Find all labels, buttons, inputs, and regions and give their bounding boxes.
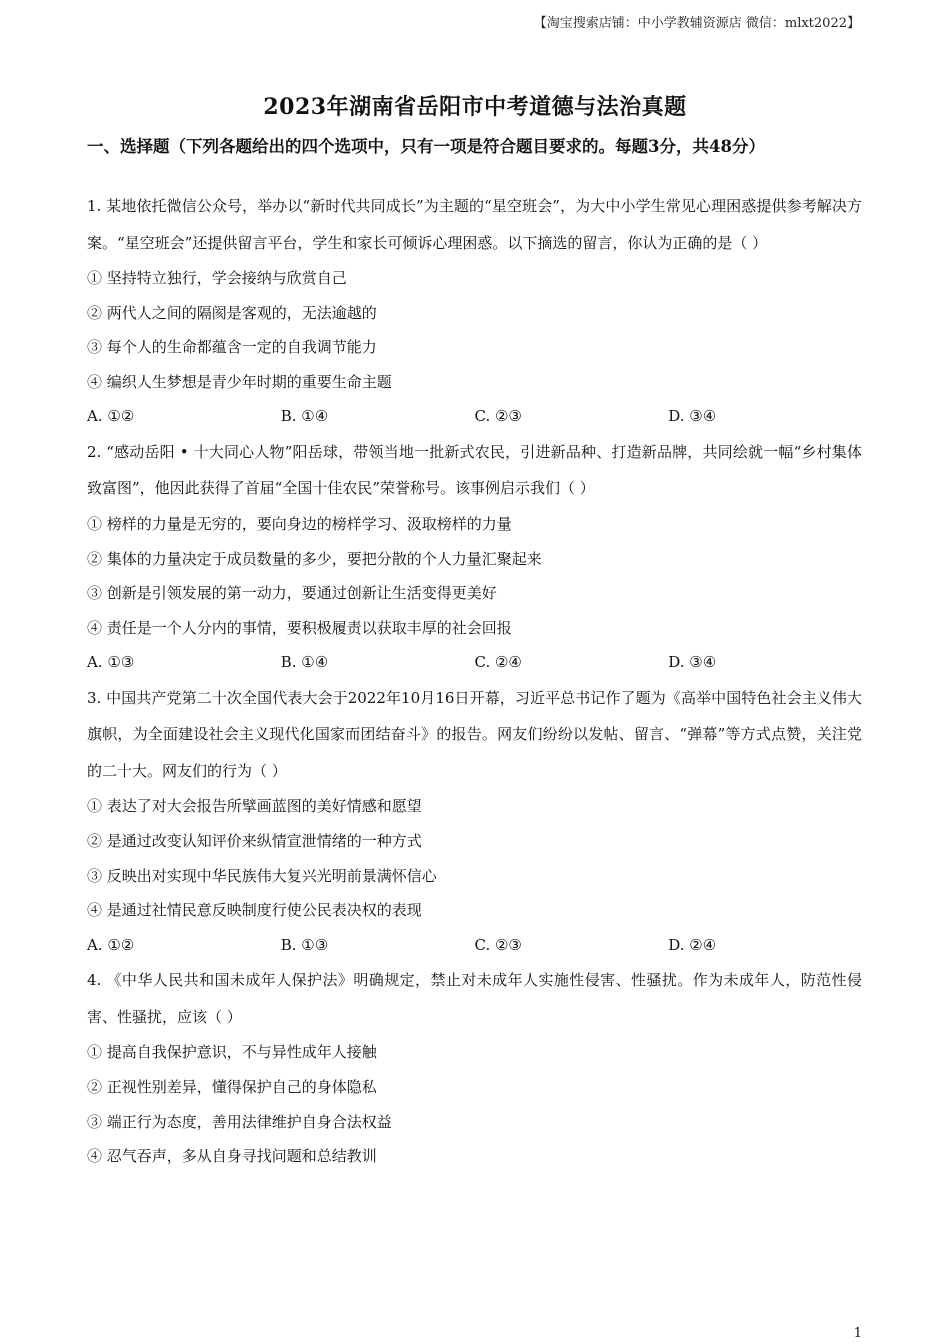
choice-a: A. ①③ <box>87 653 135 672</box>
question-3 <box>87 680 862 962</box>
question-stem: 4. 《中华人民共和国未成年人保护法》明确规定，禁止对未成年人实施性侵害、性骚扰。作为未成年人，防范性侵害、性骚扰，应该（ ） <box>87 971 862 1026</box>
statement-4: ④ 责任是一个人分内的事情，要积极履责以获取丰厚的社会回报 <box>87 618 512 637</box>
choice-c: C. ②③ <box>474 407 522 426</box>
question-stem: 1. 某地依托微信公众号，举办以“新时代共同成长”为主题的“星空班会”，为大中小学生常见心理困惑提供参考解决方案。“星空班会”还提供留言平台，学生和家长可倾诉心理困惑。以下摘选的留言，你认为正确的是（ ） <box>87 197 862 252</box>
choice-c: C. ②④ <box>474 653 522 672</box>
header-note: 【淘宝搜索店铺：中小学教辅资源店 微信：mlxt2022】 <box>533 16 860 31</box>
choice-b: B. ①④ <box>280 653 329 672</box>
question-stem: 2. “感动岳阳 • 十大同心人物”阳岳球，带领当地一批新式农民，引进新品种、打造新品牌，共同绘就一幅“乡村集体致富图”，他因此获得了首届“全国十佳农民”荣誉称号。该事例启示我们（ ） <box>87 442 862 498</box>
statement-2: ② 两代人之间的隔阂是客观的，无法逾越的 <box>87 303 377 322</box>
answer-choices <box>87 645 862 680</box>
choice-b: B. ①④ <box>280 407 329 426</box>
choice-c: C. ②③ <box>474 935 522 954</box>
answer-choices <box>87 399 862 434</box>
question-list <box>87 188 862 1174</box>
choice-d: D. ②④ <box>668 935 717 954</box>
page-number: 1 <box>853 1326 862 1341</box>
statement-2: ② 正视性别差异，懂得保护自己的身体隐私 <box>87 1078 377 1096</box>
statement-4: ④ 编织人生梦想是青少年时期的重要生命主题 <box>87 372 392 391</box>
question-2 <box>87 434 862 680</box>
question-stem: 3. 中国共产党第二十次全国代表大会于2022年10月16日开幕，习近平总书记作了题为《高举中国特色社会主义伟大旗帜，为全面建设社会主义现代化国家而团结奋斗》的报告。网友们纷纷以发帖、留言、“弹幕”等方式点赞，关注党的二十大。网友们的行为（ ） <box>87 688 862 780</box>
statement-2: ② 是通过改变认知评价来纵情宣泄情绪的一种方式 <box>87 832 422 851</box>
statement-2: ② 集体的力量决定于成员数量的多少，要把分散的个人力量汇聚起来 <box>87 549 542 568</box>
page-title: 2023年湖南省岳阳市中考道德与法治真题 <box>263 94 687 120</box>
choice-b: B. ①③ <box>280 935 329 954</box>
section-heading: 一、选择题（下列各题给出的四个选项中，只有一项是符合题目要求的。每题3分，共48分） <box>87 137 765 156</box>
question-1 <box>87 188 862 434</box>
statement-1: ① 提高自我保护意识，不与异性成年人接触 <box>87 1043 377 1062</box>
statement-1: ① 榜样的力量是无穷的，要向身边的榜样学习、汲取榜样的力量 <box>87 514 512 533</box>
question-4 <box>87 962 862 1173</box>
statement-1: ① 表达了对大会报告所擘画蓝图的美好情感和愿望 <box>87 797 422 816</box>
choice-a: A. ①② <box>87 407 135 426</box>
statement-3: ③ 端正行为态度，善用法律维护自身合法权益 <box>87 1112 392 1131</box>
choice-d: D. ③④ <box>668 653 717 672</box>
statement-3: ③ 反映出对实现中华民族伟大复兴光明前景满怀信心 <box>87 866 437 885</box>
statement-4: ④ 忍气吞声，多从自身寻找问题和总结教训 <box>87 1147 377 1166</box>
answer-choices <box>87 928 862 963</box>
statement-4: ④ 是通过社情民意反映制度行使公民表决权的表现 <box>87 901 422 920</box>
choice-a: A. ①② <box>87 935 135 954</box>
statement-1: ① 坚持特立独行，学会接纳与欣赏自己 <box>87 269 347 287</box>
choice-d: D. ③④ <box>668 407 717 426</box>
statement-3: ③ 创新是引领发展的第一动力，要通过创新让生活变得更美好 <box>87 584 497 603</box>
statement-3: ③ 每个人的生命都蕴含一定的自我调节能力 <box>87 338 377 357</box>
